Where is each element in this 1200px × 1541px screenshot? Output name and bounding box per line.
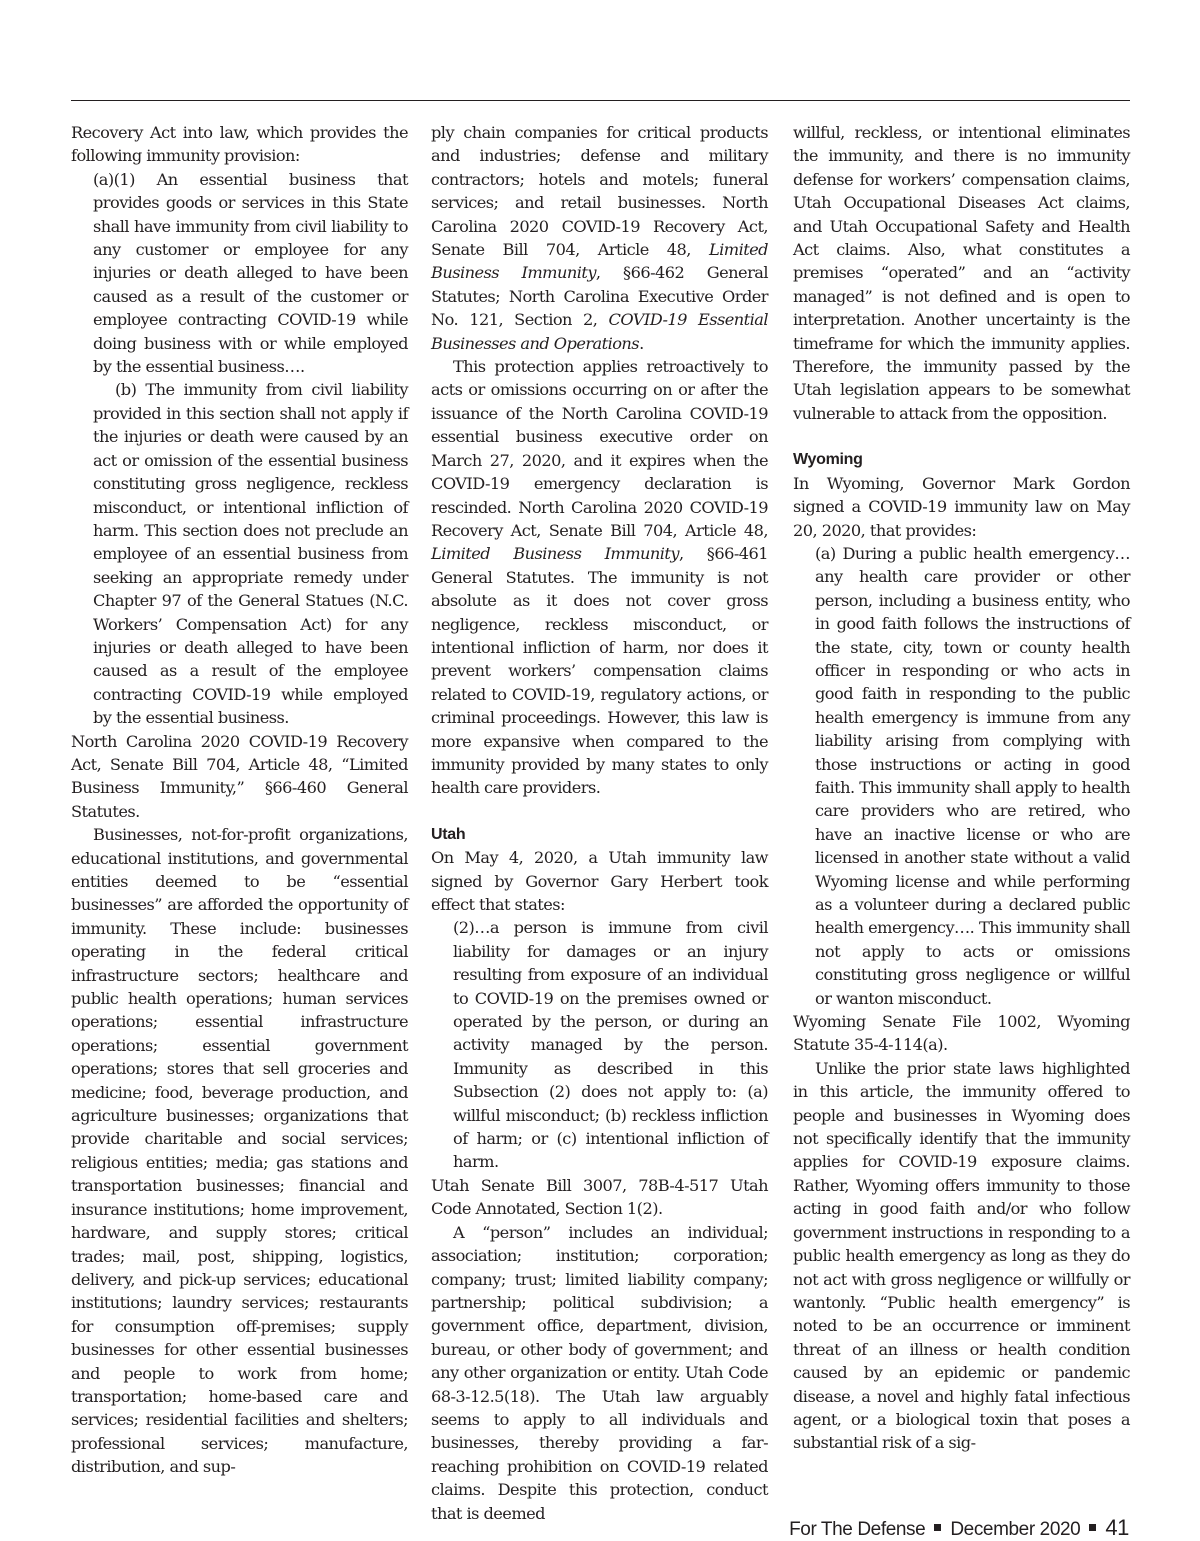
- section-heading-wyoming: Wyoming: [793, 451, 863, 469]
- paragraph: willful, reckless, or intentional eliminates the immunity, and there is no immunity defense for workers’ compensation claims, Utah Occupational Diseases Act claims, and Utah Occupational Safety and Health Act claims. Also, what constitutes a premises “operated” and an “activity managed” is not defined and is open to interpretation. Another uncertainty is the timeframe for which the immunity applies. Therefore, the immunity passed by the Utah legislation appears to be somewhat vulnerable to attack from the opposition.: [793, 123, 1130, 423]
- column-1: [71, 121, 408, 1479]
- block-quote: (a) During a public health emergency… any health care provider or other person, including a business entity, who in good faith follows the instructions of the state, city, town or county health officer in responding or who acts in good faith in responding to the public health emergency is immune from any liability arising from complying with those instructions or acting in good faith. This immunity shall apply to health care providers who are retired, who have an inactive license or who are licensed in another state without a valid Wyoming license and while performing as a volunteer during a declared public health emergency…. This immunity shall not apply to acts or omissions constituting gross negligence or willful or wanton misconduct.: [815, 543, 1130, 1008]
- column-2: [431, 121, 768, 1525]
- citation: Utah Senate Bill 3007, 78B-4-517 Utah Code Annotated, Section 1(2).: [431, 1175, 768, 1219]
- page-footer: [789, 1515, 1129, 1541]
- paragraph: This protection applies retroactively to acts or omissions occurring on or after the issuance of the North Carolina COVID-19 essential business executive order on March 27, 2020, and it expires when the COVID-19 emergency declaration is rescinded. North Carolina 2020 COVID-19 Recovery Act, Senate Bill 704, Article 48, Limited Business Immunity, §66-461 General Statutes. The immunity is not absolute as it does not cover gross negligence, reckless misconduct, or intentional infliction of harm, nor does it prevent workers’ compensation claims related to COVID-19, regulatory actions, or criminal proceedings. However, this law is more expansive when compared to the immunity provided by many states to only health care providers.: [431, 357, 769, 798]
- column-3: [793, 121, 1130, 1455]
- page-number: 41: [1105, 1515, 1129, 1540]
- paragraph: ply chain companies for critical products and industries; defense and military contractors; hotels and motels; funeral services; and retail businesses. North Carolina 2020 COVID-19 Recovery Act, Senate Bill 704, Article 48, Limited Business Immunity, §66-462 General Statutes; North Carolina Executive Order No. 121, Section 2, COVID-19 Essential Businesses and Operations.: [431, 123, 768, 353]
- issue-date: December 2020: [950, 1519, 1081, 1540]
- separator-square-icon: [1089, 1524, 1096, 1531]
- block-quote: (a)(1) An essential business that provides goods or services in this State shall have immunity from civil liability to any customer or employee for any injuries or death alleged to have been caused as a result of the customer or employee contracting COVID-19 while doing business with or while employed by the essential business….: [93, 169, 408, 377]
- header-rule: [71, 100, 1130, 101]
- block-quote: (b) The immunity from civil liability provided in this section shall not apply if the injuries or death were caused by an act or omission of the essential business constituting gross negligence, reckless misconduct, or intentional infliction of harm. This section does not preclude an employee of an essential business from seeking an appropriate remedy under Chapter 97 of the General Statues (N.C. Workers’ Compensation Act) for any injuries or death alleged to have been caused as a result of the employee contracting COVID-19 while employed by the essential business.: [93, 380, 408, 728]
- paragraph: In Wyoming, Governor Mark Gordon signed a COVID-19 immunity law on May 20, 2020, that provides:: [793, 473, 1130, 540]
- paragraph: Unlike the prior state laws highlighted in this article, the immunity offered to people and businesses in Wyoming does not specifically identify that the immunity applies for COVID-19 exposure claims. Rather, Wyoming offers immunity to those acting in good faith and/or who follow government instructions in responding to a public health emergency as long as they do not act with gross negligence or willfully or wantonly. “Public health emergency” is noted to be an occurrence or imminent threat of an illness or health condition caused by an epidemic or pandemic disease, a novel and highly fatal infectious agent, or a biological toxin that poses a substantial risk of a sig-: [793, 1058, 1130, 1453]
- block-quote: (2)…a person is immune from civil liability for damages or an injury resulting from exposure of an individual to COVID-19 on the premises owned or operated by the person, or during an activity managed by the person. Immunity as described in this Subsection (2) does not apply to: (a) willful misconduct; (b) reckless infliction of harm; or (c) intentional infliction of harm.: [453, 918, 768, 1172]
- paragraph: Recovery Act into law, which provides the following immunity provision:: [71, 123, 408, 166]
- citation: Wyoming Senate File 1002, Wyoming Statute 35-4-114(a).: [793, 1012, 1130, 1055]
- paragraph: On May 4, 2020, a Utah immunity law signed by Governor Gary Herbert took effect that states:: [431, 848, 768, 914]
- paragraph: A “person” includes an individual; association; institution; corporation; company; trust; limited liability company; partnership; political subdivision; a government office, department, division, bureau, or other body of government; and any other organization or entity. Utah Code 68-3-12.5(18). The Utah law arguably seems to apply to all individuals and businesses, thereby providing a far-reaching prohibition on COVID-19 related claims. Despite this protection, conduct that is deemed: [431, 1222, 768, 1523]
- section-heading-utah: Utah: [431, 825, 466, 843]
- publication-name: For The Defense: [789, 1519, 926, 1540]
- paragraph: Businesses, not-for-profit organizations, educational institutions, and governmental entities deemed to be “essential businesses” are afforded the opportunity of immunity. These include: businesses operating in the federal critical infrastructure sectors; healthcare and public health operations; human services operations; essential infrastructure operations; essential government operations; stores that sell groceries and medicine; food, beverage production, and agriculture businesses; organizations that provide charitable and social services; religious entities; media; gas stations and transportation businesses; financial and insurance institutions; home improvement, hardware, and supply stores; critical trades; mail, post, shipping, logistics, delivery, and pick-up services; educational institutions; laundry services; restaurants for consumption off-premises; supply businesses for other essential businesses and people to work from home; transportation; home-based care and services; residential facilities and shelters; professional services; manufacture, distribution, and sup-: [71, 825, 408, 1477]
- separator-square-icon: [934, 1524, 941, 1531]
- citation: North Carolina 2020 COVID-19 Recovery Act, Senate Bill 704, Article 48, “Limited Business Immunity,” §66-460 General Statutes.: [71, 731, 408, 821]
